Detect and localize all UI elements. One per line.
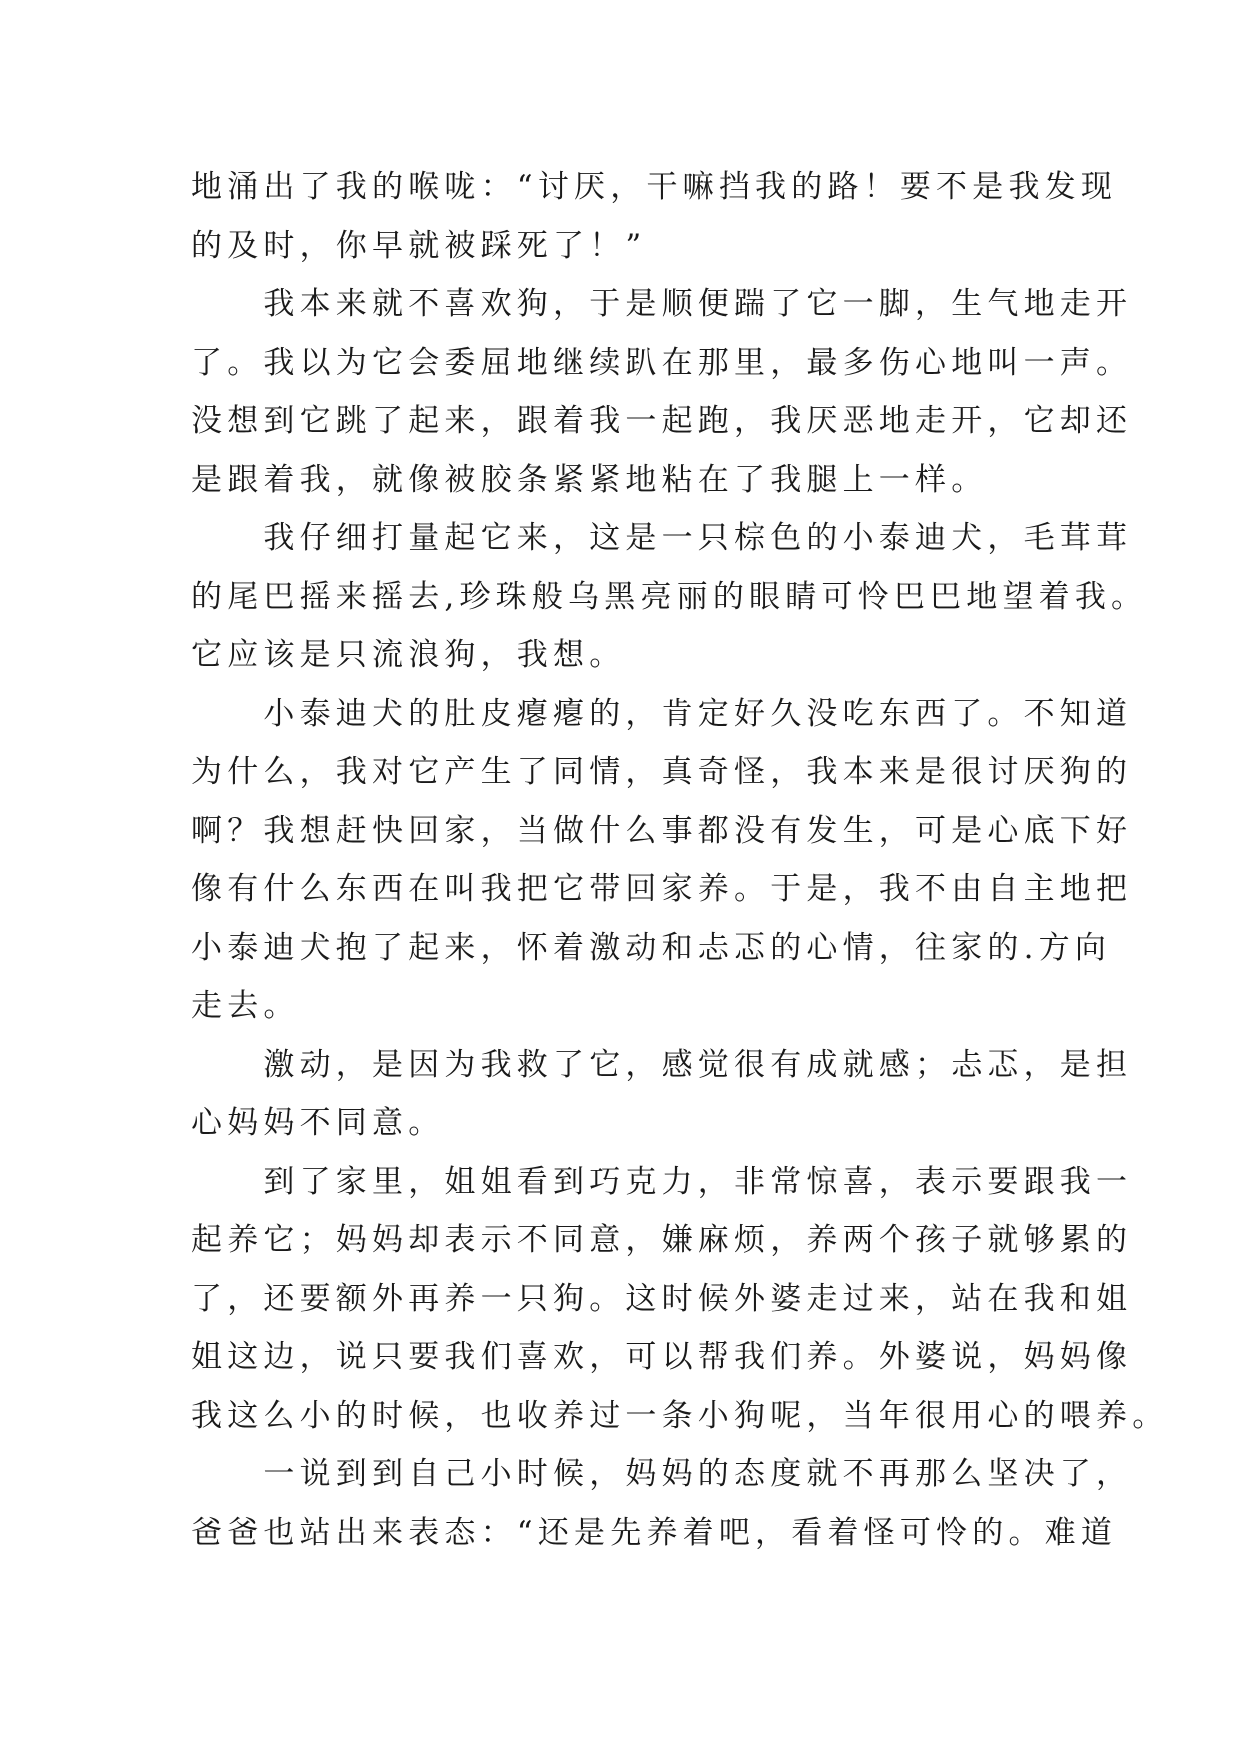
text-line: 地涌出了我的喉咙：“讨厌，干嘛挡我的路！要不是我发现	[191, 169, 1118, 205]
text-line: 像有什么东西在叫我把它带回家养。于是，我不由自主地把	[191, 871, 1133, 907]
text-line: 没想到它跳了起来，跟着我一起跑，我厌恶地走开，它却还	[191, 403, 1133, 439]
text-line: 是跟着我，就像被胶条紧紧地粘在了我腿上一样。	[191, 461, 988, 498]
text-line: 到了家里，姐姐看到巧克力，非常惊喜，表示要跟我一	[191, 1163, 1133, 1200]
text-line: 为什么，我对它产生了同情，真奇怪，我本来是很讨厌狗的	[191, 754, 1133, 790]
text-line: 走去。	[191, 988, 300, 1024]
text-line: 了，还要额外再养一只狗。这时候外婆走过来，站在我和姐	[191, 1280, 1133, 1317]
text-line: 啊？我想赶快回家，当做什么事都没有发生，可是心底下好	[191, 812, 1133, 849]
text-line: 一说到到自己小时候，妈妈的态度就不再那么坚决了，	[191, 1456, 1133, 1492]
text-line: 我本来就不喜欢狗，于是顺便踹了它一脚，生气地走开	[191, 286, 1133, 322]
text-line: 我这么小的时候，也收养过一条小狗呢，当年很用心的喂养。	[191, 1397, 1169, 1434]
body-text	[191, 158, 1169, 1562]
text-line: 我仔细打量起它来，这是一只棕色的小泰迪犬，毛茸茸	[191, 520, 1133, 556]
text-line: 姐这边，说只要我们喜欢，可以帮我们养。外婆说，妈妈像	[191, 1339, 1133, 1375]
text-line: 小泰迪犬的肚皮瘪瘪的，肯定好久没吃东西了。不知道	[191, 695, 1133, 732]
text-line: 激动，是因为我救了它，感觉很有成就感；忐忑，是担	[191, 1046, 1133, 1083]
text-line: 了。我以为它会委屈地继续趴在那里，最多伤心地叫一声。	[191, 344, 1133, 381]
text-line: 起养它；妈妈却表示不同意，嫌麻烦，养两个孩子就够累的	[191, 1222, 1133, 1258]
text-line: 的尾巴摇来摇去,珍珠般乌黑亮丽的眼睛可怜巴巴地望着我。	[191, 578, 1148, 615]
text-line: 小泰迪犬抱了起来，怀着激动和忐忑的心情，往家的.方向	[191, 929, 1112, 966]
text-line: 心妈妈不同意。	[191, 1105, 445, 1141]
text-line: 爸爸也站出来表态：“还是先养着吧，看着怪可怜的。难道	[191, 1514, 1118, 1551]
text-line: 的及时，你早就被踩死了！”	[191, 227, 647, 264]
text-line: 它应该是只流浪狗，我想。	[191, 637, 626, 673]
